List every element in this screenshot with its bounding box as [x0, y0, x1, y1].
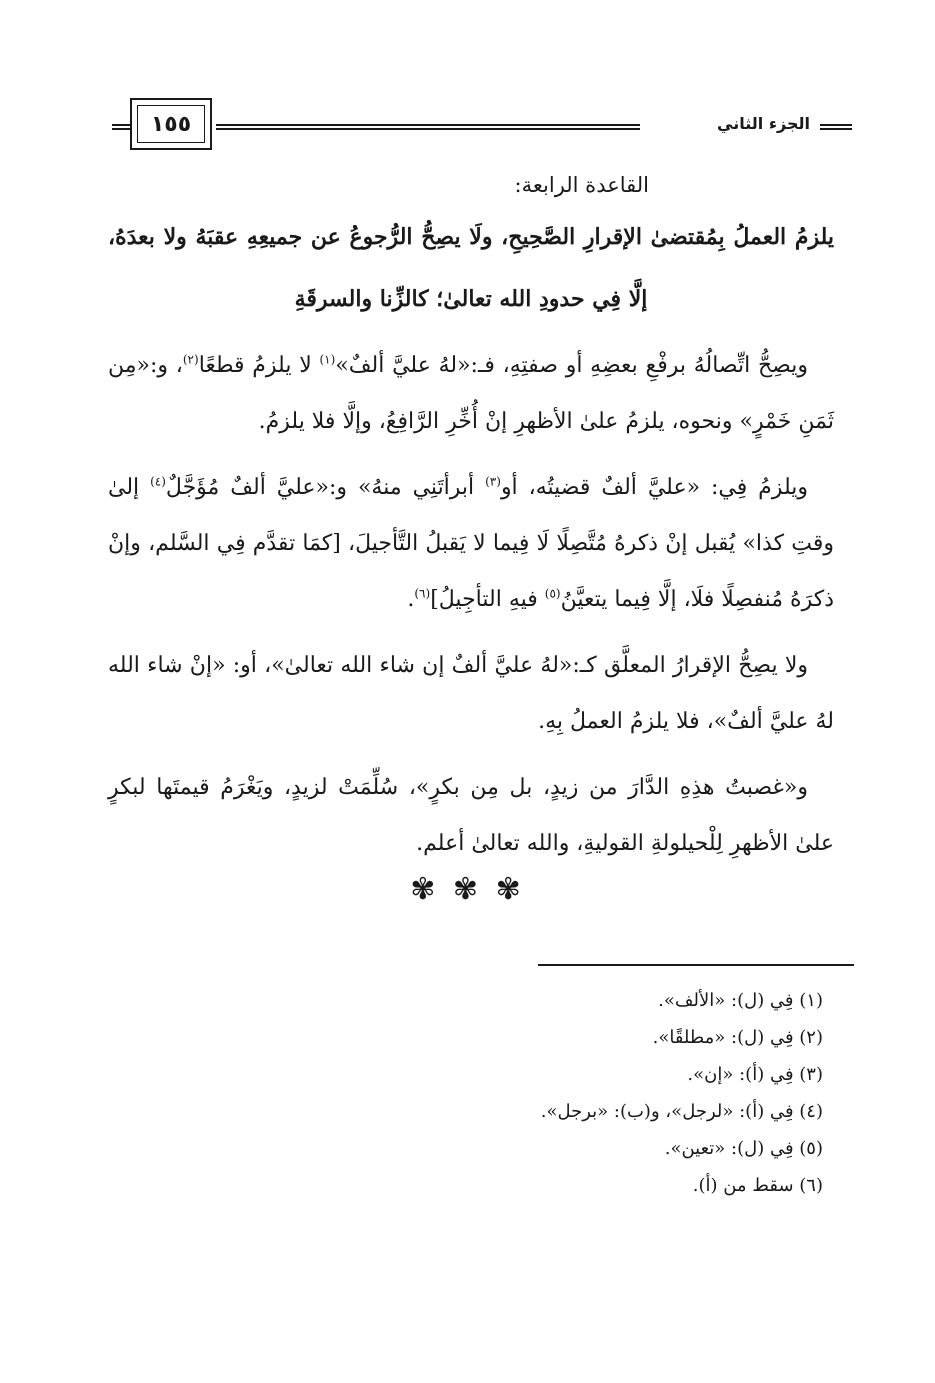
paragraph-3: ولا يصِحُّ الإقرارُ المعلَّق كـ:«لهُ عليَّ ألفٌ إن شاء الله تعالىٰ»، أو: «إنْ شاء الله لهُ عليَّ ألفٌ»، فلا يلزمُ العملُ بِهِ. — [108, 653, 834, 734]
page-number-frame — [137, 105, 205, 143]
page-header — [112, 98, 852, 158]
paragraph-1-text-b: لا يلزمُ قطعًا — [198, 353, 320, 378]
footnote-6: (٦) سقط من (أ). — [692, 1175, 823, 1196]
footnote-ref-6[interactable]: (٦) — [414, 586, 431, 601]
part-label: الجزء الثاني — [640, 110, 816, 138]
header-rule-middle — [216, 124, 644, 130]
paragraph-2-text-d: فيهِ التأجِيلُ] — [430, 587, 545, 612]
header-rule-left — [112, 124, 132, 130]
footnote-ref-2[interactable]: (٢) — [182, 352, 199, 367]
footnote-ref-5[interactable]: (٥) — [544, 586, 561, 601]
paragraph-1-text-a: ويصِحُّ اتِّصالُهُ برفْعِ بعضِهِ أو صفتِهِ، فـ:«لهُ عليَّ ألفٌ» — [335, 353, 808, 378]
paragraph-2-text-a: ويلزمُ فِي: «عليَّ ألفٌ قضيتُه، أو — [500, 475, 808, 500]
paragraph-2-text-c: إلىٰ وقتِ كذا» يُقبل إنْ ذكرهُ مُتَّصِلًا لَا فِيما لا يَقبلُ التَّأجيلَ، [كمَا تقدَّم فِي السَّلم، وإنْ ذكرَهُ مُنفصِلًا فلَا، إلَّا فِيما يتعيَّنُ — [108, 475, 834, 612]
rule-statement: يلزمُ العملُ بِمُقتضىٰ الإقرارِ الصَّحِيحِ، ولَا يصِحُّ الرُّجوعُ عن جميعِهِ عقبَهُ ولا بعدَهُ، إلَّا فِي حدودِ الله تعالىٰ؛ كالزِّنا والسرقَةِ — [108, 224, 834, 312]
page-number-box — [130, 98, 212, 150]
header-rule-right — [820, 124, 852, 130]
footnote-5: (٥) فِي (ل): «تعين». — [664, 1138, 823, 1159]
footnote-ref-1[interactable]: (١) — [319, 352, 336, 367]
rule-title: القاعدة الرابعة: — [514, 173, 649, 197]
footnote-2: (٢) فِي (ل): «مطلقًا». — [652, 1027, 823, 1048]
section-end-ornament: ✾ ✾ ✾ — [410, 872, 525, 907]
footnote-3: (٣) فِي (أ): «إن». — [687, 1064, 823, 1085]
footnote-separator — [538, 964, 854, 966]
footnote-ref-4[interactable]: (٤) — [150, 474, 166, 489]
main-content — [108, 168, 834, 882]
footnote-4: (٤) فِي (أ): «لرجل»، و(ب): «برجل». — [540, 1101, 823, 1122]
page-number: ١٥٥ — [150, 111, 192, 137]
paragraph-4: و«غصبتُ هذِهِ الدَّارَ من زيدٍ، بل مِن بكرٍ»، سُلِّمَتْ لزيدٍ، ويَغْرَمُ قيمتَها لبكرٍ علىٰ الأظهرِ لِلْحيلولةِ القوليةِ، والله تعالىٰ أعلم. — [108, 775, 834, 856]
paragraph-2 — [108, 460, 834, 628]
footnote-1: (١) فِي (ل): «الألف». — [658, 990, 823, 1011]
footnotes-list — [323, 982, 823, 1204]
paragraph-2-text-e: . — [407, 587, 415, 612]
footnote-ref-3[interactable]: (٣) — [485, 474, 501, 489]
paragraph-1-text-c: ، و:«مِن ثَمَنِ خَمْرٍ» ونحوه، يلزمُ علىٰ الأظهرِ إنْ أُخِّرِ الرَّافِعُ، وإلَّا فلا يلزمُ. — [108, 353, 834, 434]
paragraph-1 — [108, 338, 834, 450]
paragraph-2-text-b: أبرأتَنِي منهُ» و:«عليَّ ألفٌ مُؤَجَّلٌ — [165, 475, 486, 500]
